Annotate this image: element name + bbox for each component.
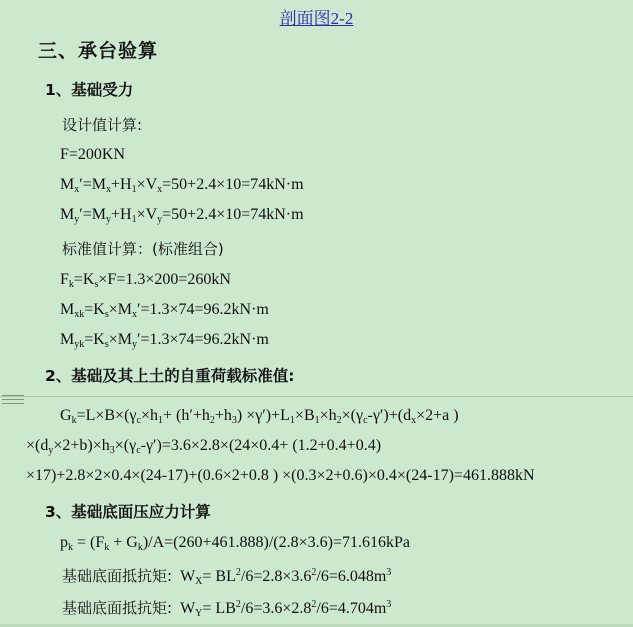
formula-gk-line2-value: =3.6×2.8×(24×0.4+ (1.2+0.4+0.4) xyxy=(161,437,382,454)
formula-myk: $M_{yk}=K_s\times M_y'=1.3\times 74=96.2kN\cdot m$ xyxy=(60,331,269,350)
formula-gk-line1: $G_k=L\times B\times(\gamma_c\times h_1+ (h'+h_2+h_3) \times\gamma')+L_1\times B_1\times h_2\times(\gamma_c-\gamma')+(d_x\times 2+a$ ) xyxy=(60,407,459,426)
formula-fk: $F_k=K_s\times F=1.3\times 200=260kN$ xyxy=(60,271,231,290)
subsection-heading: 2、基础及其上土的自重荷载标准值: xyxy=(45,367,295,385)
wx-value: =2.8×3.6 xyxy=(253,568,312,585)
paragraph-mark-icon xyxy=(2,395,24,405)
formula-my: $M_y'=M_y+H_1\times V_y=50+2.4\times 10=74kN\cdot m$ xyxy=(60,206,304,225)
section-link[interactable]: 剖面图2-2 xyxy=(279,9,354,28)
formula-wx: 基础底面抵抗矩: $W_X= BL^2/6=2.8\times 3.6^2/6=6.048m^3$ xyxy=(62,567,392,587)
wy-label: 基础底面抵抗矩: xyxy=(62,599,173,617)
formula-gk-line2: $\times(d_y\times 2+b)\times h_3\times(\gamma_c-\gamma')=3.6\times 2.8\times(24\times 0.4+ (1.2+0.4+0.4)$ xyxy=(26,437,382,456)
formula-gk-line3: ×17)+2.8×2×0.4×(24-17)+(0.6×2+0.8 ) ×(0.3×2+0.6)×0.4×(24-17)=461.888kN xyxy=(26,467,535,484)
formula-myk-value: =1.3×74=96.2kN·m xyxy=(140,331,269,348)
formula-mxk-value: =1.3×74=96.2kN·m xyxy=(140,301,269,318)
formula-fk-value: =1.3×200=260kN xyxy=(116,271,231,288)
formula-pk-value: =(260+461.888)/(2.8×3.6)=71.616kPa xyxy=(164,534,411,551)
formula-mx: $M_x'=M_x+H_1\times V_x=50+2.4\times 10=74kN\cdot m$ xyxy=(60,176,304,195)
page-break-line xyxy=(0,396,633,397)
section-heading: 三、承台验算 xyxy=(38,40,159,62)
formula-mxk: $M_{xk}=K_s\times M_x'=1.3\times 74=96.2kN\cdot m$ xyxy=(60,301,269,320)
wy-value: =3.6×2.8 xyxy=(253,600,312,617)
formula-pk: $p_k = (F_k + G_k)/A=(260+461.888)/(2.8\times 3.6)=71.616kPa$ xyxy=(60,534,411,553)
design-value-label: 设计值计算: xyxy=(62,116,143,134)
standard-value-label: 标准值计算：(标准组合) xyxy=(62,240,224,258)
subsection-heading: 1、基础受力 xyxy=(45,81,134,99)
formula-my-value: =50+2.4×10=74kN·m xyxy=(162,206,304,223)
formula-f: F=200KN xyxy=(60,146,126,163)
subsection-heading: 3、基础底面压应力计算 xyxy=(45,503,211,521)
wx-label: 基础底面抵抗矩: xyxy=(62,567,173,585)
wx-end: /6=6.048m xyxy=(316,568,387,585)
formula-wy: 基础底面抵抗矩: $W_Y= LB^2/6=3.6\times 2.8^2/6=4.704m^3$ xyxy=(62,599,392,619)
formula-mx-value: =50+2.4×10=74kN·m xyxy=(162,176,304,193)
wy-end: /6=4.704m xyxy=(316,600,387,617)
